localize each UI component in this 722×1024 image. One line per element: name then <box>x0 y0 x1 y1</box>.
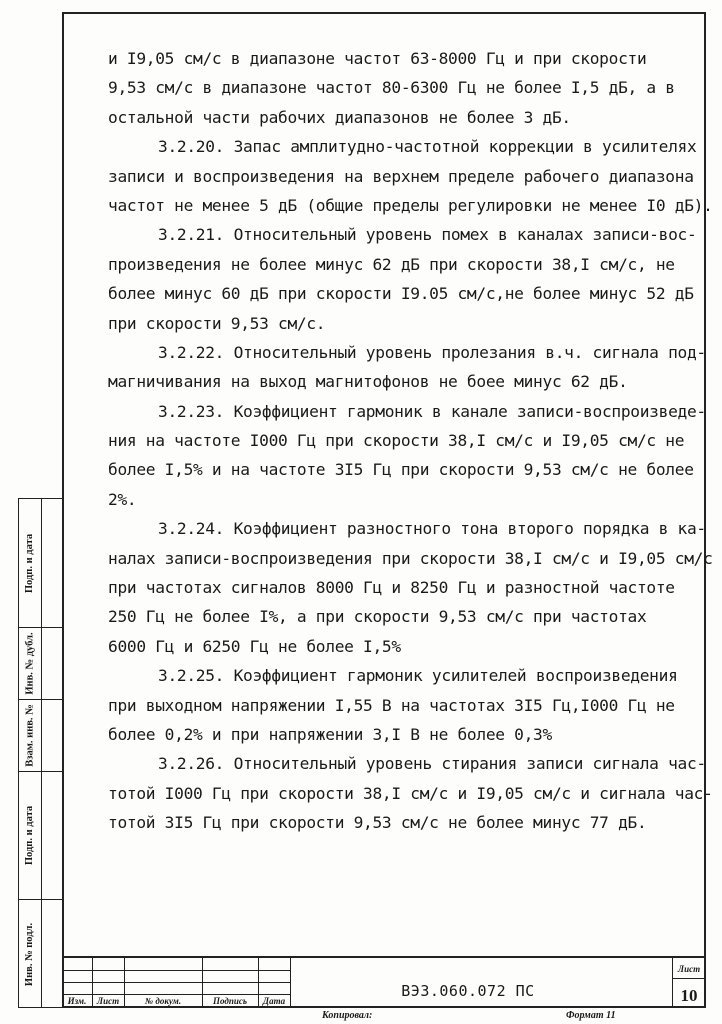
col-doc-no-label: № докум. <box>144 996 182 1006</box>
text-line: более 0,2% и при напряжении 3,I В не более 0,3% <box>108 724 552 744</box>
text-line: 3.2.22. Относительный уровень пролезания в.ч. сигнала под- <box>158 342 706 362</box>
text-line: при частотах сигналов 8000 Гц и 8250 Гц и разностной частоте <box>108 578 675 598</box>
col-sheet-label: Лист <box>96 996 120 1006</box>
side-replace-inv: Взам. инв. № <box>24 703 36 767</box>
text-line: остальной части рабочих диапазонов не более 3 дБ. <box>108 107 571 127</box>
side-stamp <box>18 498 62 1008</box>
text-line: 2%. <box>108 489 137 509</box>
sheet-number: 10 <box>680 986 698 1005</box>
document-code: ВЭЗ.060.072 ПС <box>401 982 535 1000</box>
text-line: ния на частоте I000 Гц при скорости 38,I см/с и I9,05 см/с не <box>108 431 685 451</box>
text-line: 9,53 см/с в диапазоне частот 80-6300 Гц не более I,5 дБ, а в <box>108 78 675 98</box>
text-line: 3.2.21. Относительный уровень помех в каналах записи-вос- <box>158 225 697 245</box>
text-line: более I,5% и на частоте 3I5 Гц при скорости 9,53 см/с не более <box>108 460 694 480</box>
col-date-label: Дата <box>262 996 286 1006</box>
col-change-label: Изм. <box>67 996 87 1006</box>
col-signature-label: Подпись <box>213 996 247 1006</box>
text-line: 3.2.20. Запас амплитудно-частотной коррекции в усилителях <box>158 137 697 157</box>
side-orig-inv: Инв. № подл. <box>24 922 36 986</box>
text-line: магничивания на выход магнитофонов не боее минус 62 дБ. <box>108 372 628 392</box>
title-block <box>62 956 706 1008</box>
text-line: более минус 60 дБ при скорости I9.05 см/с,не более минус 52 дБ <box>108 284 694 304</box>
footer-format: Формат 11 <box>566 1010 616 1021</box>
side-dup-inv: Инв. № дубл. <box>24 631 36 695</box>
side-sign-date-bottom: Подп. и дата <box>24 805 36 865</box>
text-line: 3.2.23. Коэффициент гармоник в канале записи-воспроизведе- <box>158 401 706 421</box>
text-line: 3.2.26. Относительный уровень стирания записи сигнала час- <box>158 754 706 774</box>
document-body <box>108 44 713 838</box>
text-line: тотой I000 Гц при скорости 38,I см/с и I9,05 см/с и сигнала час- <box>108 783 713 803</box>
text-line: при скорости 9,53 см/с. <box>108 313 326 333</box>
text-line: частот не менее 5 дБ (общие пределы регулировки не менее I0 дБ). <box>108 195 713 215</box>
sheet-label: Лист <box>677 964 701 974</box>
text-line: 250 Гц не более I%, а при скорости 9,53 см/с при частотах <box>108 607 647 627</box>
side-sign-date-top: Подп. и дата <box>24 533 36 593</box>
text-line: записи и воспроизведения на верхнем пределе рабочего диапазона <box>108 166 694 186</box>
text-line: налах записи-воспроизведения при скорости 38,I см/с и I9,05 см/с <box>108 548 713 568</box>
text-line: при выходном напряжении I,55 В на частотах 3I5 Гц,I000 Гц не <box>108 695 675 715</box>
text-line: 6000 Гц и 6250 Гц не более I,5% <box>108 636 401 656</box>
footer-copied: Копировал: <box>322 1010 373 1021</box>
text-line: 3.2.24. Коэффициент разностного тона второго порядка в ка- <box>158 519 706 539</box>
text-line: тотой 3I5 Гц при скорости 9,53 см/с не более минус 77 дБ. <box>108 813 647 833</box>
text-line: 3.2.25. Коэффициент гармоник усилителей воспроизведения <box>158 666 678 686</box>
text-line: произведения не более минус 62 дБ при скорости 38,I см/с, не <box>108 254 675 274</box>
text-line: и I9,05 см/с в диапазоне частот 63-8000 Гц и при скорости <box>108 49 647 68</box>
